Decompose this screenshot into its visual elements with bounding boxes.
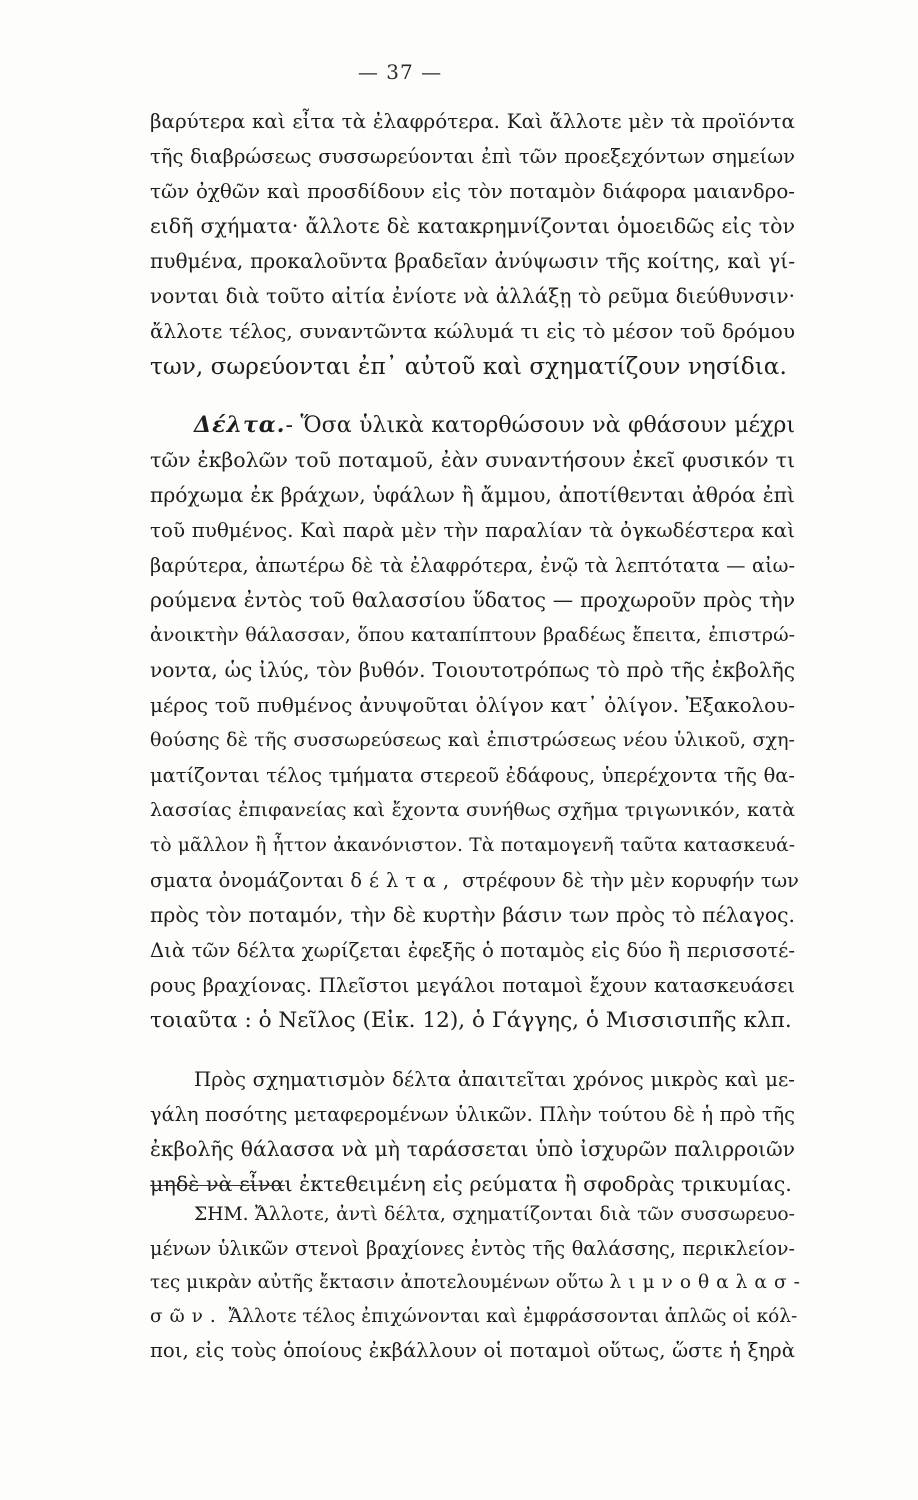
spaced-term-lagoons: λιμνοθαλασ- (609, 1272, 807, 1293)
text-line (150, 863, 799, 898)
text-line: μένων ὑλικῶν στενοὶ βραχίονες ἐντὸς τῆς θαλάσσης, περικλείον- (150, 1237, 795, 1260)
paragraph-delta (150, 408, 799, 1038)
paragraph-delta-conditions (150, 1062, 795, 1202)
footnote (150, 1198, 807, 1368)
text-line: τὸ μᾶλλον ἢ ἧττον ἀκανόνιστον. Τὰ ποταμογενῆ ταῦτα κατασκευά- (150, 835, 795, 856)
footnote-separator (150, 1185, 285, 1186)
text-line: ρους βραχίονας. Πλεῖστοι μεγάλοι ποταμοὶ ἔχουν κατασκευάσει (150, 974, 795, 997)
text-run: - Ὅσα ὑλικὰ κατορθώσουν νὰ φθάσουν μέχρι (285, 413, 795, 438)
spaced-term-lagoons-end: σῶν. (150, 1306, 223, 1327)
text-line: βαρύτερα καὶ εἶτα τὰ ἐλαφρότερα. Καὶ ἄλλοτε μὲν τὰ προϊόντα (150, 110, 795, 133)
text-line: τῶν ὀχθῶν καὶ προσδίδουν εἰς τὸν ποταμὸν διάφορα μαιανδρο- (150, 180, 795, 203)
text-line: ἀνοικτὴν θάλασσαν, ὅπου καταπίπτουν βραδέως ἔπειτα, ἐπιστρώ- (150, 624, 795, 646)
text-line: νονται διὰ τοῦτο αἰτία ἐνίοτε νὰ ἀλλάξῃ τὸ ρεῦμα διεύθυνσιν· (150, 284, 795, 308)
spaced-term-delta: δέλτα, (350, 869, 457, 892)
text-line: των, σωρεύονται ἐπ᾽ αὐτοῦ καὶ σχηματίζουν νησίδια. (150, 353, 787, 380)
section-heading-delta: Δέλτα. (194, 412, 286, 438)
text-line: πυθμένα, προκαλοῦντα βραδεῖαν ἀνύψωσιν τῆς κοίτης, καὶ γί- (150, 249, 795, 273)
text-line: πρὸς τὸν ποταμόν, τὴν δὲ κυρτὴν βάσιν των πρὸς τὸ πέλαγος. (150, 903, 795, 927)
text-line: τῶν ἐκβολῶν τοῦ ποταμοῦ, ἐὰν συναντήσουν ἐκεῖ φυσικόν τι (150, 448, 795, 472)
text-run: Ἄλλοτε τέλος ἐπιχώνονται καὶ ἐμφράσσονται ἁπλῶς οἱ κόλ- (228, 1306, 798, 1327)
text-line: ἄλλοτε τέλος, συναντῶντα κώλυμά τι εἰς τὸ μέσον τοῦ δρόμου (150, 319, 795, 343)
text-run: σματα ὀνομάζονται (150, 869, 345, 892)
page-number: — 37 — (357, 60, 443, 84)
text-line: ρούμενα ἐντὸς τοῦ θαλασσίου ὕδατος — προχωροῦν πρὸς τὴν (150, 588, 795, 612)
text-line (150, 1266, 807, 1300)
text-line (150, 1300, 798, 1334)
text-line (150, 408, 795, 443)
text-line: ποι, εἰς τοὺς ὁποίους ἐκβάλλουν οἱ ποταμοὶ οὕτως, ὥστε ἡ ξηρὰ (150, 1339, 795, 1362)
text-line: ΣΗΜ. Ἄλλοτε, ἀντὶ δέλτα, σχηματίζονται διὰ τῶν συσσωρευο- (194, 1204, 795, 1225)
paragraph-erosion-deposits (150, 104, 795, 384)
text-line: μηδὲ νὰ εἶναι ἐκτεθειμένη εἰς ρεύματα ἢ σφοδρὰς τρικυμίας. (150, 1172, 792, 1196)
text-line: ματίζονται τέλος τμήματα στερεοῦ ἐδάφους, ὑπερέχοντα τῆς θα- (150, 764, 795, 787)
text-line: μέρος τοῦ πυθμένος ἀνυψοῦται ὀλίγον κατ᾽ ὀλίγον. Ἐξακολου- (150, 694, 795, 717)
text-line: ἐκβολῆς θάλασσα νὰ μὴ ταράσσεται ὑπὸ ἰσχυρῶν παλιρροιῶν (150, 1137, 795, 1161)
text-line: θούσης δὲ τῆς συσσωρεύσεως καὶ ἐπιστρώσεως νέου ὑλικοῦ, σχη- (150, 729, 795, 751)
text-line: ειδῆ σχήματα· ἄλλοτε δὲ κατακρημνίζονται ὁμοειδῶς εἰς τὸν (150, 214, 795, 238)
text-line: βαρύτερα, ἀπωτέρω δὲ τὰ ἐλαφρότερα, ἐνῷ τὰ λεπτότατα — αἰω- (150, 554, 795, 577)
text-line: γάλη ποσότης μεταφερομένων ὑλικῶν. Πλὴν τούτου δὲ ἡ πρὸ τῆς (150, 1103, 795, 1126)
text-line: τῆς διαβρώσεως συσσωρεύονται ἐπὶ τῶν προεξεχόντων σημείων (150, 145, 795, 168)
main-text (150, 104, 799, 1202)
text-line: λασσίας ἐπιφανείας καὶ ἔχοντα συνήθως σχῆμα τριγωνικόν, κατὰ (150, 799, 795, 821)
text-line: πρόχωμα ἐκ βράχων, ὑφάλων ἢ ἄμμου, ἀποτίθενται ἀθρόα ἐπὶ (150, 483, 795, 507)
text-line: τοιαῦτα : ὁ Νεῖλος (Εἰκ. 12), ὁ Γάγγης, ὁ Μισσισιπῆς κλπ. (150, 1008, 792, 1033)
text-line: Διὰ τῶν δέλτα χωρίζεται ἐφεξῆς ὁ ποταμὸς εἰς δύο ἢ περισσοτέ- (150, 939, 795, 962)
text-line: Πρὸς σχηματισμὸν δέλτα ἀπαιτεῖται χρόνος μικρὸς καὶ με- (194, 1068, 795, 1091)
text-run: τες μικρὰν αὐτῆς ἔκτασιν ἀποτελουμένων οὕτω (150, 1272, 604, 1293)
text-line: τοῦ πυθμένος. Καὶ παρὰ μὲν τὴν παραλίαν τὰ ὀγκωδέστερα καὶ (150, 519, 795, 542)
text-line: νοντα, ὡς ἰλύς, τὸν βυθόν. Τοιουτοτρόπως τὸ πρὸ τῆς ἐκβολῆς (150, 658, 795, 682)
text-run: στρέφουν δὲ τὴν μὲν κορυφήν των (462, 869, 799, 892)
